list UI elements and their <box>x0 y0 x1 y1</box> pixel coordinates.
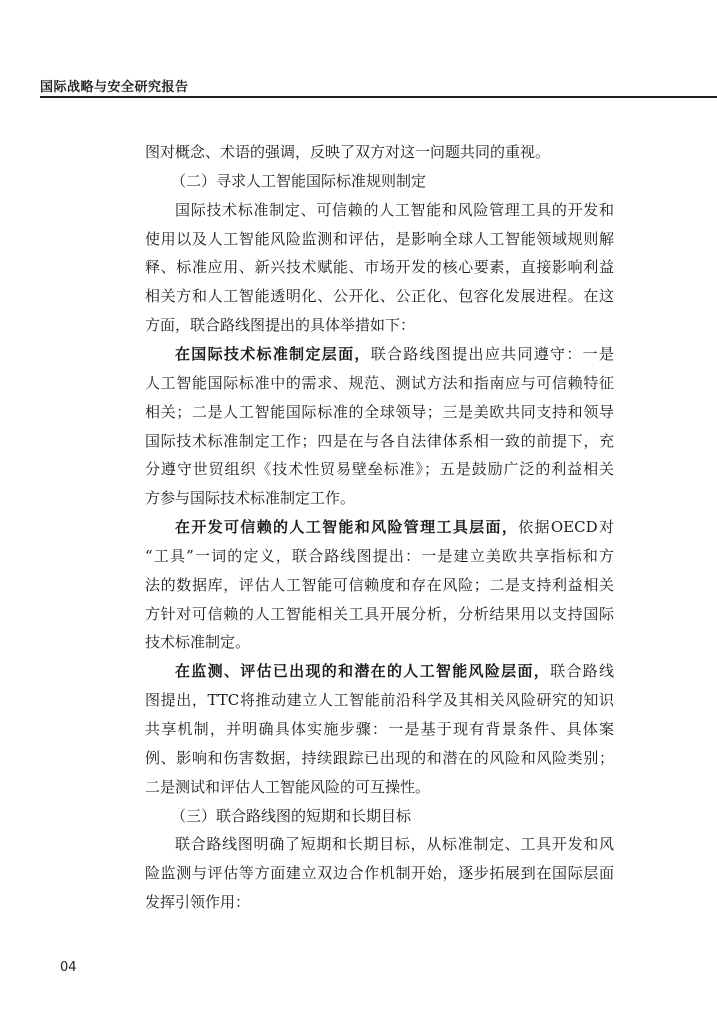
text-line <box>145 314 614 336</box>
text-line <box>145 747 614 769</box>
text-line <box>145 689 614 711</box>
text-line <box>145 891 614 913</box>
text-line <box>145 833 614 855</box>
running-header-title: 国际战略与安全研究报告 <box>40 80 189 95</box>
line-text: 相关；二是人工智能国际标准的全球领导；三是美欧共同支持和领导 <box>145 402 614 421</box>
text-line <box>145 776 614 798</box>
text-line <box>145 631 614 653</box>
line-text: 释、标准应用、新兴技术赋能、市场开发的核心要素，直接影响利益 <box>145 258 614 277</box>
text-line <box>145 862 614 884</box>
text-line <box>145 372 614 394</box>
line-text: 人工智能国际标准中的需求、规范、测试方法和指南应与可信赖特征 <box>145 373 614 392</box>
text-line <box>145 228 614 250</box>
line-text: 方面，联合路线图提出的具体举措如下： <box>145 316 416 335</box>
line-text: 例、影响和伤害数据，持续跟踪已出现的和潜在的风险和风险类别； <box>145 748 614 767</box>
line-text: 发挥引领作用： <box>145 893 251 912</box>
text-line <box>145 574 614 596</box>
text-line <box>145 660 614 682</box>
line-text: 图对概念、术语的强调，反映了双方对这一问题共同的重视。 <box>145 143 551 161</box>
bold-lead-text: 在开发可信赖的人工智能和风险管理工具层面， <box>175 518 519 537</box>
text-line <box>145 458 614 480</box>
line-text: 二是测试和评估人工智能风险的可互操性。 <box>145 777 431 796</box>
page-number: 04 <box>60 960 77 975</box>
text-line <box>145 401 614 423</box>
line-text: 联合路线图明确了短期和长期目标，从标准制定、工具开发和风 <box>175 835 614 854</box>
line-text: 依据OECD对 <box>518 518 614 537</box>
text-line <box>145 718 614 740</box>
text-line <box>145 199 614 221</box>
line-text: 方参与国际技术标准制定工作。 <box>145 489 356 508</box>
line-text: 图提出，TTC将推动建立人工智能前沿科学及其相关风险研究的知识 <box>145 691 614 710</box>
line-text: 国际技术标准制定工作；四是在与各自法律体系相一致的前提下，充 <box>145 431 614 450</box>
line-text: 使用以及人工智能风险监测和评估，是影响全球人工智能领域规则解 <box>145 229 614 248</box>
line-text: 方针对可信赖的人工智能相关工具开展分析，分析结果用以支持国际 <box>145 604 614 623</box>
line-text: 法的数据库，评估人工智能可信赖度和存在风险；二是支持利益相关 <box>145 575 614 594</box>
text-line <box>145 545 614 567</box>
line-text: “工具”一词的定义，联合路线图提出：一是建立美欧共享指标和方 <box>145 546 614 565</box>
text-line <box>145 516 614 538</box>
section-heading <box>145 805 614 827</box>
text-line <box>145 487 614 509</box>
text-line <box>145 430 614 452</box>
line-text: 技术标准制定。 <box>145 633 251 652</box>
line-text: 相关方和人工智能透明化、公开化、公正化、包容化发展进程。在这 <box>145 287 614 306</box>
line-text: （三）联合路线图的短期和长期目标 <box>171 806 412 825</box>
section-heading <box>145 170 614 192</box>
bold-lead-text: 在监测、评估已出现的和潜在的人工智能风险层面， <box>175 662 551 681</box>
line-text: 分遵守世贸组织《技术性贸易壁垒标准》；五是鼓励广泛的利益相关 <box>145 460 614 479</box>
bold-lead-text: 在国际技术标准制定层面， <box>175 344 371 363</box>
line-text: 联合路线图提出应共同遵守：一是 <box>370 344 614 363</box>
line-text: 险监测与评估等方面建立双边合作机制开始，逐步拓展到在国际层面 <box>145 864 614 883</box>
text-line <box>145 603 614 625</box>
line-text: 国际技术标准制定、可信赖的人工智能和风险管理工具的开发和 <box>175 200 614 219</box>
text-line <box>145 285 614 307</box>
line-text: （二）寻求人工智能国际标准规则制定 <box>171 171 427 190</box>
line-text: 共享机制，并明确具体实施步骤：一是基于现有背景条件、具体案 <box>145 720 614 738</box>
text-line <box>145 256 614 278</box>
text-line <box>145 343 614 365</box>
header-rule <box>40 96 717 98</box>
line-text: 联合路线 <box>550 662 614 681</box>
text-line <box>145 141 614 163</box>
